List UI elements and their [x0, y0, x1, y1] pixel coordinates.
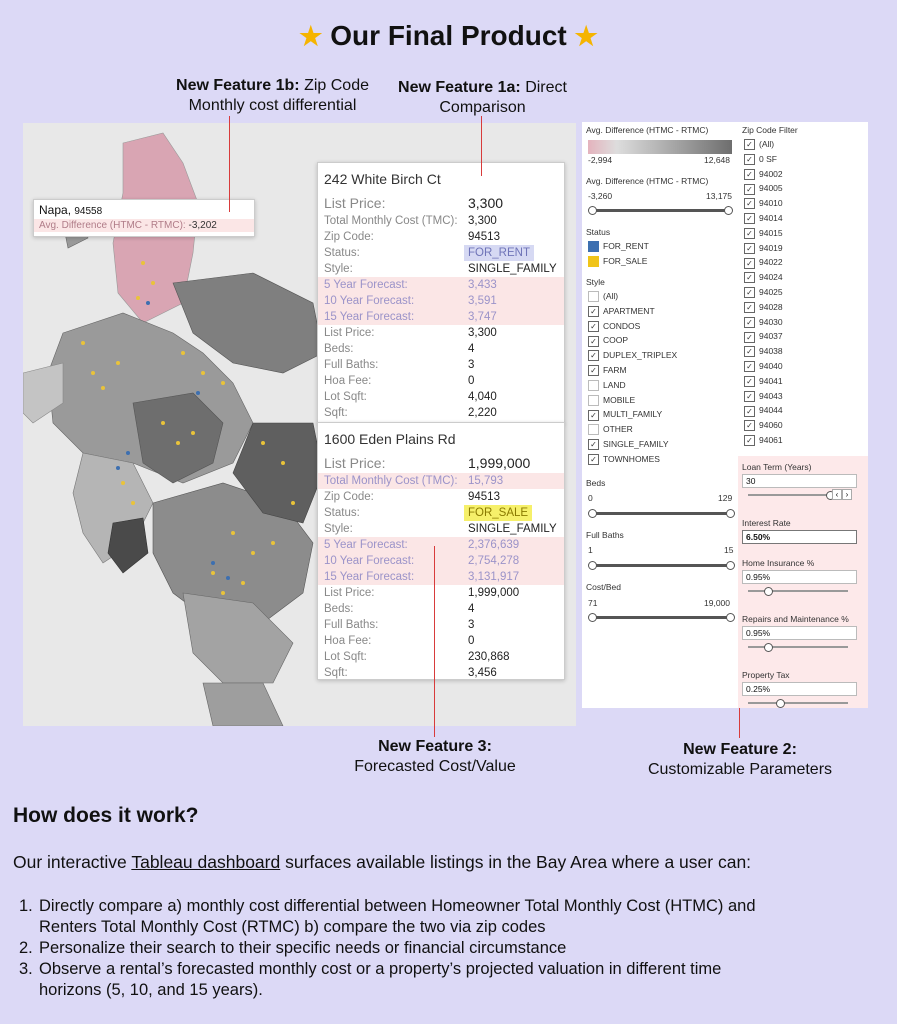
checkbox[interactable]: ✓ — [588, 321, 599, 332]
style-filter-item[interactable] — [588, 393, 677, 408]
tooltip-field-value: 3,300 — [468, 195, 504, 211]
slider-handle-min[interactable] — [588, 613, 597, 622]
chevron-right-icon[interactable]: › — [842, 489, 852, 500]
checkbox[interactable]: ✓ — [744, 420, 755, 431]
callout-feature-1a-title: New Feature 1a: — [398, 79, 521, 96]
checkbox[interactable]: ✓ — [744, 139, 755, 150]
callout-feature-1b-text: Zip Code — [304, 77, 369, 94]
tooltip-field-value: FOR_SALE — [464, 505, 532, 521]
tooltip-row — [318, 405, 564, 421]
listing-2-rows — [318, 453, 564, 681]
list-text-line: Personalize their search to their specific needs or financial circumstance — [39, 939, 567, 957]
tooltip-field-label: Full Baths: — [324, 359, 379, 371]
tooltip-row — [318, 569, 564, 585]
zip-filter-item[interactable] — [744, 374, 783, 389]
zip-label: 94028 — [759, 301, 783, 312]
tooltip-row — [318, 193, 564, 213]
zip-label: 94060 — [759, 420, 783, 431]
tooltip-field-value: 94513 — [468, 491, 500, 503]
status-label: FOR_SALE — [603, 255, 648, 266]
page-title-text: Our Final Product — [330, 20, 567, 51]
avg-diff-slider-label: Avg. Difference (HTMC - RTMC) — [586, 176, 709, 186]
tooltip-field-label: Status: — [324, 507, 360, 519]
zip-label: 0 SF — [759, 153, 777, 164]
baths-slider[interactable] — [592, 564, 730, 567]
zip-filter-item[interactable] — [744, 226, 783, 241]
checkbox[interactable]: ✓ — [588, 410, 599, 421]
list-item — [13, 959, 883, 1001]
listing-1-address: 242 White Birch Ct — [324, 171, 441, 187]
callout-feature-1a — [385, 78, 580, 118]
style-filter-item[interactable] — [588, 422, 677, 437]
zip-filter-item[interactable] — [744, 181, 783, 196]
tooltip-field-label: Beds: — [324, 603, 354, 615]
tooltip-row — [318, 245, 564, 261]
tooltip-row — [318, 229, 564, 245]
checkbox[interactable]: ✓ — [588, 350, 599, 361]
checkbox[interactable]: ✓ — [744, 435, 755, 446]
slider-handle-max[interactable] — [726, 509, 735, 518]
slider-handle[interactable] — [764, 643, 773, 652]
status-legend — [588, 239, 649, 269]
zip-label: 94061 — [759, 434, 783, 445]
zip-label: 94038 — [759, 346, 783, 357]
loan-term-label: Loan Term (Years) — [742, 462, 812, 472]
avg-diff-min: -2,994 — [588, 155, 613, 165]
tooltip-field-label: Hoa Fee: — [324, 635, 372, 647]
tooltip-field-value: 3,747 — [468, 311, 497, 323]
home-insurance-label: Home Insurance % — [742, 558, 815, 568]
tooltip-field-label: 5 Year Forecast: — [324, 279, 408, 291]
tooltip-field-value: FOR_RENT — [464, 245, 534, 261]
list-text-line: Renters Total Monthly Cost (RTMC) b) compare the two via zip codes — [39, 918, 546, 936]
repairs-label: Repairs and Maintenance % — [742, 614, 849, 624]
tooltip-field-value: SINGLE_FAMILY — [468, 263, 557, 275]
beds-filter-label: Beds — [586, 478, 606, 488]
style-label: DUPLEX_TRIPLEX — [603, 350, 678, 361]
status-swatch — [588, 241, 599, 252]
checkbox[interactable]: ✓ — [744, 228, 755, 239]
zip-label: 94043 — [759, 390, 783, 401]
zip-filter-item[interactable] — [744, 344, 783, 359]
style-label: FARM — [603, 364, 627, 375]
checkbox[interactable]: ✓ — [744, 346, 755, 357]
tooltip-field-label: Sqft: — [324, 667, 348, 679]
style-label: OTHER — [603, 424, 633, 435]
checkbox[interactable]: ✓ — [588, 439, 599, 450]
zip-filter-item[interactable] — [744, 359, 783, 374]
tooltip-row — [318, 309, 564, 325]
style-filter-item[interactable] — [588, 333, 677, 348]
list-text-line: Observe a rental’s forecasted monthly cost or a property’s projected valuation in different time — [39, 960, 722, 978]
tooltip-field-label: Hoa Fee: — [324, 375, 372, 387]
cost-bed-min: 71 — [588, 598, 598, 608]
checkbox[interactable]: ✓ — [744, 243, 755, 254]
checkbox[interactable]: ✓ — [744, 272, 755, 283]
tooltip-field-value: 1,999,000 — [468, 455, 531, 471]
tooltip-row — [318, 473, 564, 489]
tableau-dashboard-link[interactable]: Tableau dashboard — [131, 852, 281, 872]
zip-filter-item[interactable] — [744, 167, 783, 182]
zip-filter-item[interactable] — [744, 433, 783, 448]
tooltip-field-label: 5 Year Forecast: — [324, 539, 408, 551]
baths-max: 15 — [724, 545, 734, 555]
tooltip-row — [318, 261, 564, 277]
callout-feature-2 — [630, 740, 850, 780]
tooltip-field-value: 15,793 — [468, 475, 504, 487]
list-item — [13, 896, 883, 938]
callout-feature-1b — [160, 76, 385, 116]
style-filter-item[interactable] — [588, 304, 677, 319]
checkbox[interactable]: ✓ — [744, 154, 755, 165]
tooltip-field-label: Beds: — [324, 343, 354, 355]
checkbox[interactable] — [588, 395, 599, 406]
star-icon: ★ — [574, 21, 598, 51]
style-filter-item[interactable] — [588, 437, 677, 452]
callout-feature-1b-subtitle: Monthly cost differential — [188, 97, 357, 114]
how-heading: How does it work? — [13, 804, 199, 827]
zip-filter-item[interactable] — [744, 300, 783, 315]
tooltip-row — [318, 665, 564, 681]
checkbox[interactable]: ✓ — [744, 376, 755, 387]
tooltip-field-value: 3 — [468, 359, 475, 371]
listing-tooltip-2 — [317, 422, 565, 680]
home-insurance-slider[interactable] — [748, 590, 848, 592]
tooltip-field-value: 2,754,278 — [468, 555, 520, 567]
tooltip-field-value: 3,433 — [468, 279, 497, 291]
style-label: APARTMENT — [603, 305, 655, 316]
checkbox[interactable] — [588, 424, 599, 435]
tooltip-row — [318, 389, 564, 405]
tooltip-field-label: Lot Sqft: — [324, 651, 367, 663]
checkbox[interactable]: ✓ — [588, 365, 599, 376]
zip-label: 94014 — [759, 212, 783, 223]
napa-tooltip — [33, 199, 255, 237]
avg-diff-slider-min: -3,260 — [588, 191, 613, 201]
zip-label: 94010 — [759, 198, 783, 209]
callout-line-1a — [481, 116, 482, 176]
loan-term-input[interactable]: 30 — [742, 474, 857, 488]
checkbox[interactable]: ✓ — [744, 169, 755, 180]
tooltip-field-value: 230,868 — [468, 651, 510, 663]
list-text-line: Directly compare a) monthly cost differential between Homeowner Total Monthly Cost (HTMC) and — [39, 897, 756, 915]
tooltip-field-value: 2,376,639 — [468, 539, 520, 551]
tooltip-row — [318, 537, 564, 553]
callout-feature-3 — [330, 737, 540, 777]
zip-filter-list — [744, 137, 783, 448]
checkbox[interactable]: ✓ — [744, 317, 755, 328]
zip-filter-label: Zip Code Filter — [742, 125, 798, 135]
zip-label: 94044 — [759, 405, 783, 416]
tooltip-field-value: 3,300 — [468, 327, 497, 339]
slider-handle[interactable] — [764, 587, 773, 596]
tooltip-row — [318, 505, 564, 521]
tooltip-row — [318, 453, 564, 473]
desc-post: surfaces available listings in the Bay Area where a user can: — [285, 852, 752, 872]
slider-handle-max[interactable] — [726, 561, 735, 570]
zip-label: 94037 — [759, 331, 783, 342]
napa-diff-value: -3,202 — [188, 220, 217, 231]
status-swatch — [588, 256, 599, 267]
cost-bed-slider[interactable] — [592, 616, 730, 619]
tooltip-row — [318, 373, 564, 389]
zip-label: 94040 — [759, 360, 783, 371]
zip-filter-item[interactable] — [744, 403, 783, 418]
style-filter-item[interactable] — [588, 319, 677, 334]
baths-filter-label: Full Baths — [586, 530, 624, 540]
property-tax-input[interactable]: 0.25% — [742, 682, 857, 696]
tooltip-field-value: 1,999,000 — [468, 587, 520, 599]
tooltip-field-label: Full Baths: — [324, 619, 379, 631]
slider-handle-max[interactable] — [726, 613, 735, 622]
style-filter-label: Style — [586, 277, 605, 287]
callout-line-1b — [229, 116, 230, 212]
tooltip-field-value: 3,131,917 — [468, 571, 520, 583]
zip-filter-item[interactable] — [744, 389, 783, 404]
style-label: COOP — [603, 335, 629, 346]
tooltip-row — [318, 293, 564, 309]
tooltip-field-value: 4 — [468, 343, 475, 355]
tooltip-row — [318, 277, 564, 293]
callout-line-3 — [434, 546, 435, 737]
tooltip-field-value: 2,220 — [468, 407, 497, 419]
callout-feature-2-title: New Feature 2: — [683, 741, 797, 758]
checkbox[interactable]: ✓ — [744, 258, 755, 269]
slider-handle-min[interactable] — [588, 561, 597, 570]
tooltip-row — [318, 649, 564, 665]
checkbox[interactable]: ✓ — [744, 302, 755, 313]
tooltip-field-label: List Price: — [324, 455, 386, 471]
parameters-panel — [738, 456, 868, 708]
zip-filter-item[interactable] — [744, 285, 783, 300]
tooltip-row — [318, 357, 564, 373]
tooltip-field-label: Zip Code: — [324, 491, 374, 503]
tooltip-row — [318, 489, 564, 505]
desc-pre: Our interactive — [13, 852, 127, 872]
slider-handle[interactable] — [776, 699, 785, 708]
listing-1-rows — [318, 193, 564, 421]
tooltip-field-label: Status: — [324, 247, 360, 259]
how-description — [13, 852, 751, 873]
property-tax-slider[interactable] — [748, 702, 848, 704]
style-label: (All) — [603, 291, 619, 301]
filter-panel — [582, 122, 868, 708]
repairs-slider[interactable] — [748, 646, 848, 648]
style-label: SINGLE_FAMILY — [603, 438, 669, 449]
tooltip-row — [318, 341, 564, 357]
style-filter-list — [588, 289, 677, 467]
style-filter-item[interactable] — [588, 452, 677, 467]
checkbox[interactable]: ✓ — [744, 184, 755, 195]
checkbox[interactable]: ✓ — [744, 361, 755, 372]
cost-bed-max: 19,000 — [704, 598, 730, 608]
callout-feature-1a-subtitle: Comparison — [439, 99, 526, 116]
tooltip-field-label: 10 Year Forecast: — [324, 295, 415, 307]
tooltip-field-value: 4 — [468, 603, 475, 615]
tooltip-field-label: List Price: — [324, 327, 375, 339]
callout-feature-3-subtitle: Forecasted Cost/Value — [354, 758, 516, 775]
checkbox[interactable] — [588, 291, 599, 302]
zip-label: 94024 — [759, 272, 783, 283]
style-filter-item[interactable] — [588, 363, 677, 378]
slider-handle-min[interactable] — [588, 206, 597, 215]
status-legend-label: Status — [586, 227, 611, 237]
tooltip-row — [318, 601, 564, 617]
interest-rate-input[interactable]: 6.50% — [742, 530, 857, 544]
tooltip-field-label: Zip Code: — [324, 231, 374, 243]
checkbox[interactable]: ✓ — [744, 213, 755, 224]
zip-filter-item[interactable] — [744, 152, 783, 167]
checkbox[interactable]: ✓ — [744, 287, 755, 298]
tooltip-field-value: 3 — [468, 619, 475, 631]
tooltip-row — [318, 585, 564, 601]
napa-zip: 94558 — [74, 206, 103, 217]
tooltip-row — [318, 633, 564, 649]
status-label: FOR_RENT — [603, 241, 649, 251]
tooltip-field-value: 4,040 — [468, 391, 497, 403]
slider-handle-min[interactable] — [588, 509, 597, 518]
style-label: MULTI_FAMILY — [603, 409, 663, 420]
tooltip-field-label: 15 Year Forecast: — [324, 571, 415, 583]
list-item — [13, 938, 883, 959]
zip-filter-item[interactable] — [744, 241, 783, 256]
slider-handle-max[interactable] — [724, 206, 733, 215]
tooltip-field-label: Total Monthly Cost (TMC): — [324, 475, 458, 487]
callout-feature-1a-text: Direct — [525, 79, 567, 96]
list-number: 1. — [19, 897, 33, 915]
style-label: TOWNHOMES — [603, 453, 660, 464]
tooltip-field-label: List Price: — [324, 195, 386, 211]
checkbox[interactable]: ✓ — [744, 406, 755, 417]
status-legend-item — [588, 239, 649, 254]
tooltip-field-label: Lot Sqft: — [324, 391, 367, 403]
tooltip-field-label: 15 Year Forecast: — [324, 311, 415, 323]
zip-label: 94030 — [759, 316, 783, 327]
home-insurance-input[interactable]: 0.95% — [742, 570, 857, 584]
list-text-line: horizons (5, 10, and 15 years). — [39, 981, 263, 999]
tooltip-field-value: SINGLE_FAMILY — [468, 523, 557, 535]
page-title — [0, 20, 897, 52]
zip-filter-item[interactable] — [744, 315, 783, 330]
napa-diff-label: Avg. Difference (HTMC - RTMC): — [39, 220, 186, 231]
list-number: 3. — [19, 960, 33, 978]
zip-label: 94005 — [759, 183, 783, 194]
tooltip-field-value: 0 — [468, 375, 475, 387]
zip-label: 94022 — [759, 257, 783, 268]
zip-filter-item[interactable] — [744, 418, 783, 433]
checkbox[interactable]: ✓ — [588, 306, 599, 317]
list-number: 2. — [19, 939, 33, 957]
tooltip-field-value: 94513 — [468, 231, 500, 243]
callout-feature-2-subtitle: Customizable Parameters — [647, 761, 833, 778]
repairs-input[interactable]: 0.95% — [742, 626, 857, 640]
style-label: CONDOS — [603, 320, 641, 331]
zip-label: 94041 — [759, 375, 783, 386]
tooltip-row — [318, 617, 564, 633]
callout-feature-1b-title: New Feature 1b: — [176, 77, 300, 94]
listing-2-address: 1600 Eden Plains Rd — [324, 431, 456, 447]
style-filter-item[interactable] — [588, 378, 677, 393]
tooltip-field-label: Total Monthly Cost (TMC): — [324, 215, 458, 227]
style-filter-item[interactable] — [588, 407, 677, 422]
tooltip-field-label: Style: — [324, 263, 353, 275]
zip-filter-item[interactable] — [744, 329, 783, 344]
zip-filter-item[interactable] — [744, 211, 783, 226]
baths-min: 1 — [588, 545, 593, 555]
chevron-left-icon[interactable]: ‹ — [832, 489, 842, 500]
style-filter-item[interactable] — [588, 348, 677, 363]
tooltip-field-label: Sqft: — [324, 407, 348, 419]
tooltip-row — [318, 325, 564, 341]
beds-max: 129 — [718, 493, 733, 503]
how-list — [13, 896, 883, 1001]
zip-filter-item[interactable] — [744, 270, 783, 285]
checkbox[interactable]: ✓ — [744, 391, 755, 402]
beds-slider[interactable] — [592, 512, 730, 515]
checkbox[interactable]: ✓ — [744, 332, 755, 343]
style-filter-item[interactable] — [588, 289, 677, 304]
checkbox[interactable]: ✓ — [588, 336, 599, 347]
style-label: LAND — [603, 379, 626, 390]
avg-diff-max: 12,648 — [704, 155, 730, 165]
cost-bed-filter-label: Cost/Bed — [586, 582, 621, 592]
zip-label: (All) — [759, 139, 775, 149]
tooltip-row — [318, 213, 564, 229]
interest-rate-label: Interest Rate — [742, 518, 791, 528]
callout-feature-3-title: New Feature 3: — [378, 738, 492, 755]
avg-diff-slider-max: 13,175 — [706, 191, 732, 201]
zip-filter-item[interactable] — [744, 137, 783, 152]
tooltip-field-value: 0 — [468, 635, 475, 647]
zip-label: 94015 — [759, 227, 783, 238]
tooltip-field-value: 3,591 — [468, 295, 497, 307]
tooltip-row — [318, 521, 564, 537]
napa-city: Napa, — [39, 203, 72, 217]
avg-diff-slider[interactable] — [592, 209, 728, 212]
beds-min: 0 — [588, 493, 593, 503]
checkbox[interactable]: ✓ — [588, 454, 599, 465]
loan-term-slider[interactable] — [748, 494, 828, 496]
tooltip-field-label: Style: — [324, 523, 353, 535]
tooltip-field-value: 3,300 — [468, 215, 497, 227]
tooltip-field-value: 3,456 — [468, 667, 497, 679]
avg-diff-legend-label: Avg. Difference (HTMC - RTMC) — [586, 125, 709, 135]
tooltip-field-label: 10 Year Forecast: — [324, 555, 415, 567]
checkbox[interactable]: ✓ — [744, 198, 755, 209]
zip-label: 94019 — [759, 242, 783, 253]
listing-tooltip-1 — [317, 162, 565, 424]
star-icon: ★ — [299, 21, 323, 51]
zip-label: 94002 — [759, 168, 783, 179]
zip-filter-item[interactable] — [744, 255, 783, 270]
tooltip-row — [318, 553, 564, 569]
style-label: MOBILE — [603, 394, 636, 405]
avg-diff-color-ramp — [588, 140, 732, 154]
property-tax-label: Property Tax — [742, 670, 790, 680]
checkbox[interactable] — [588, 380, 599, 391]
status-legend-item — [588, 254, 649, 269]
zip-label: 94025 — [759, 286, 783, 297]
zip-filter-item[interactable] — [744, 196, 783, 211]
tooltip-field-label: List Price: — [324, 587, 375, 599]
